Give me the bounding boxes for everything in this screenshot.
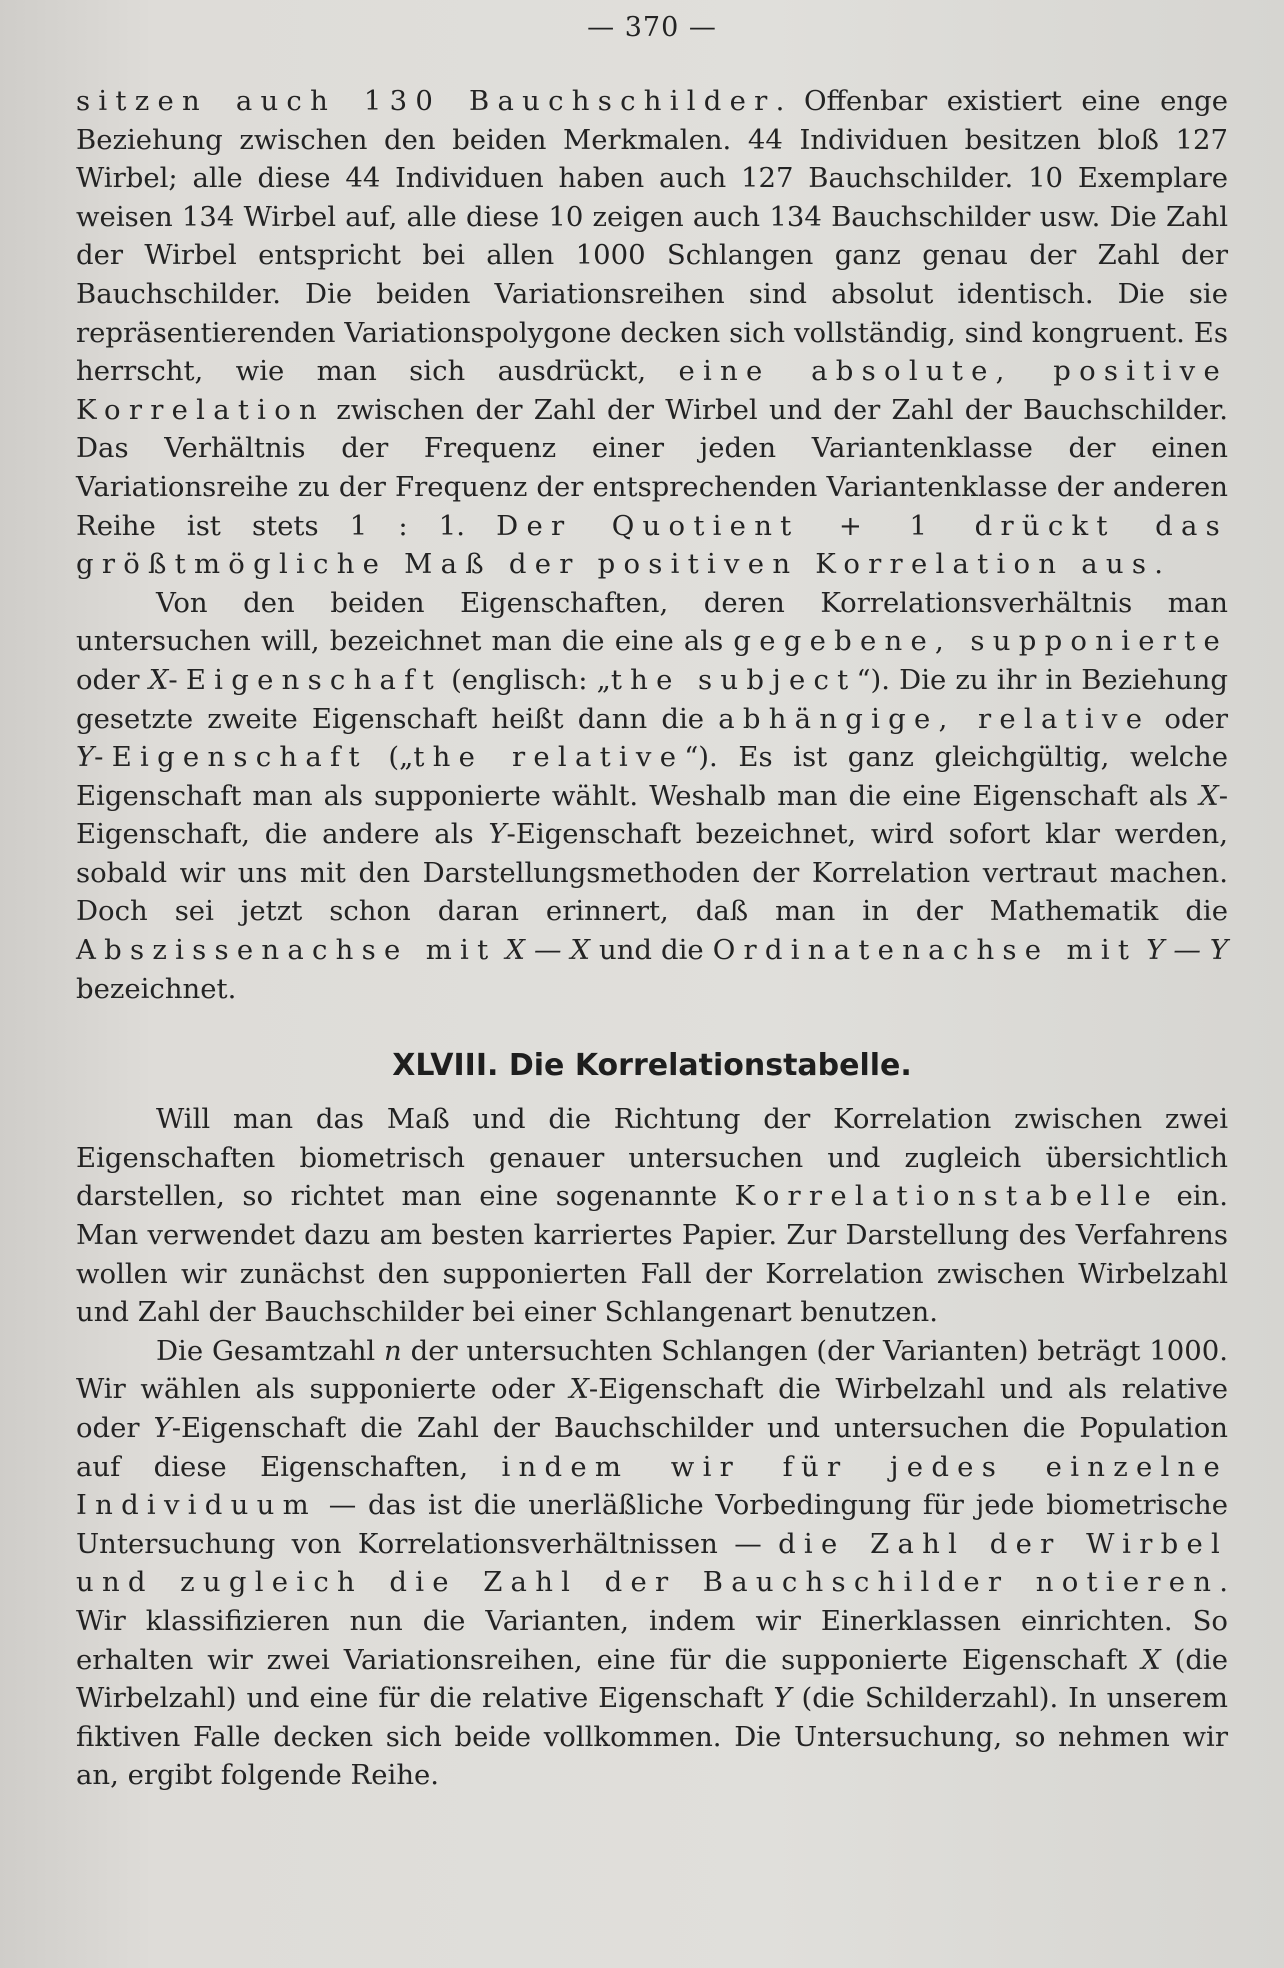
spaced-emphasis: eine absolute, positive Korrelation xyxy=(76,355,1228,426)
spaced-emphasis: the relative xyxy=(413,741,685,774)
italic-variable: X xyxy=(1199,779,1219,812)
spaced-emphasis: gegebene, supponierte xyxy=(733,625,1228,658)
text-run: (die Wirbelzahl) und eine für die relative Eigenschaft xyxy=(76,1643,1228,1715)
italic-variable: X xyxy=(1141,1643,1161,1676)
spaced-emphasis: indem wir für jedes einzelne Individuum xyxy=(76,1450,1229,1522)
spaced-emphasis: the subject xyxy=(610,663,857,696)
text-run: oder xyxy=(76,663,149,696)
text-run: bezeichnet. xyxy=(76,972,237,1005)
text-run: und die xyxy=(590,934,713,967)
text-run: oder xyxy=(1150,702,1229,735)
spaced-emphasis: abhängige, relative xyxy=(718,702,1151,735)
text-run: Die Gesamtzahl xyxy=(156,1334,385,1367)
italic-variable: X xyxy=(569,1373,589,1406)
paragraph xyxy=(76,1332,1228,1795)
text-run: . Wir klassifizieren nun die Varianten, indem wir Einerklassen einrichten. So erhalten wir zwei Variationsreihen, eine für die supponierte Eigenschaft xyxy=(76,1566,1228,1676)
italic-variable: X xyxy=(148,663,169,696)
text-run: (englisch: „ xyxy=(441,663,611,696)
section-2 xyxy=(76,1100,1228,1795)
section-heading: XLVIII. Die Korrelationstabelle. xyxy=(392,1048,912,1084)
italic-variable: n xyxy=(384,1334,402,1367)
italic-variable: Y xyxy=(153,1412,172,1444)
text-run: Von den beiden Eigenschaften, deren Korrelationsverhältnis man untersuchen will, bezeichnet man die eine als xyxy=(76,586,1228,658)
page-number: — 370 — xyxy=(587,12,717,43)
italic-variable: Y — Y xyxy=(1146,934,1229,967)
text-run: . Offenbar existiert eine enge Beziehung zwischen den beiden Merkmalen. 44 Individuen besitzen bloß 127 Wirbel; alle diese 44 Individuen haben auch 127 Bauchschilder. 10 Exemplare weisen 134 Wirbel auf, alle diese 10 zeigen auch 134 Bauchschilder usw. Die Zahl der Wirbel entspricht bei allen 1000 Schlangen ganz genau der Zahl der Bauchschilder. Die beiden Variationsreihen sind absolut identisch. Die sie repräsentierenden Variationspolygone decken sich vollständig, sind kongruent. Es herrscht, wie man sich ausdrückt, xyxy=(76,85,1228,388)
text-run: . xyxy=(1154,548,1163,581)
italic-variable: Y xyxy=(488,818,507,851)
text-run: ein. Man verwendet dazu am besten karriertes Papier. Zur Darstellung des Verfahrens wollen wir zunächst den supponierten Fall der Korrelation zwischen Wirbelzahl und Zahl der Bauchschilder bei einer Schlangenart benutzen. xyxy=(76,1180,1228,1329)
spaced-emphasis: Abszissenachse mit xyxy=(76,934,497,967)
text-run: “). Es ist ganz gleichgültig, welche Eigenschaft man als supponierte wählt. Weshalb man die eine Eigenschaft als xyxy=(76,741,1228,812)
text-run xyxy=(1137,934,1146,966)
spaced-emphasis: -Eigenschaft xyxy=(168,663,442,696)
paragraph xyxy=(76,1100,1228,1332)
italic-variable: X — X xyxy=(505,934,591,967)
text-run: -Eigenschaft, die andere als xyxy=(76,779,1228,851)
text-run: („ xyxy=(367,741,414,774)
spaced-emphasis: die Zahl der Wirbel und zugleich die Zahl der Bauchschilder notieren xyxy=(76,1527,1229,1599)
spaced-emphasis: Ordinatenachse mit xyxy=(712,934,1138,967)
text-run: -Eigenschaft die Zahl der Bauchschilder und untersuchen die Population auf diese Eigenschaften, xyxy=(76,1412,1228,1483)
text-run: zwischen der Zahl der Wirbel und der Zahl der Bauchschilder. Das Verhältnis der Frequenz einer jeden Variantenklasse der einen Variationsreihe zu der Frequenz der entsprechenden Variantenklasse der anderen Reihe ist stets 1 : 1. xyxy=(76,393,1228,542)
text-run: der untersuchten Schlangen (der Varianten) beträgt 1000. Wir wählen als supponierte oder xyxy=(76,1334,1229,1406)
text-run: “). Die zu ihr in Beziehung gesetzte zweite Eigenschaft heißt dann die xyxy=(76,663,1228,735)
text-run: — das ist die unerläßliche Vorbedingung für jede biometrische Untersuchung von Korrelationsverhältnissen — xyxy=(76,1489,1228,1560)
italic-variable: Y xyxy=(76,741,95,774)
section-1 xyxy=(76,82,1228,1008)
text-run: -Eigenschaft die Wirbelzahl und als relative oder xyxy=(76,1373,1228,1444)
spaced-emphasis: -Eigenschaft xyxy=(94,741,368,774)
paragraph xyxy=(76,584,1228,1009)
paragraph xyxy=(76,82,1228,584)
spaced-emphasis: Korrelationstabelle xyxy=(734,1180,1159,1213)
text-run: Will man das Maß und die Richtung der Korrelation zwischen zwei Eigenschaften biometrisch genauer untersuchen und zugleich übersichtlich darstellen, so richtet man eine sogenannte xyxy=(76,1103,1228,1213)
text-run: (die Schilderzahl). In unserem fiktiven Falle decken sich beide vollkommen. Die Untersuchung, so nehmen wir an, ergibt folgende Reihe. xyxy=(76,1682,1228,1792)
italic-variable: Y xyxy=(773,1682,792,1715)
spaced-emphasis: Der Quotient + 1 drückt das größtmögliche Maß der positiven Korrelation aus xyxy=(76,509,1228,581)
spaced-emphasis: sitzen auch 130 Bauchschilder xyxy=(76,85,776,117)
text-run: -Eigenschaft bezeichnet, wird sofort klar werden, sobald wir uns mit den Darstellungsmethoden der Korrelation vertraut machen. Doch sei jetzt schon daran erinnert, daß man in der Mathematik die xyxy=(76,818,1228,928)
